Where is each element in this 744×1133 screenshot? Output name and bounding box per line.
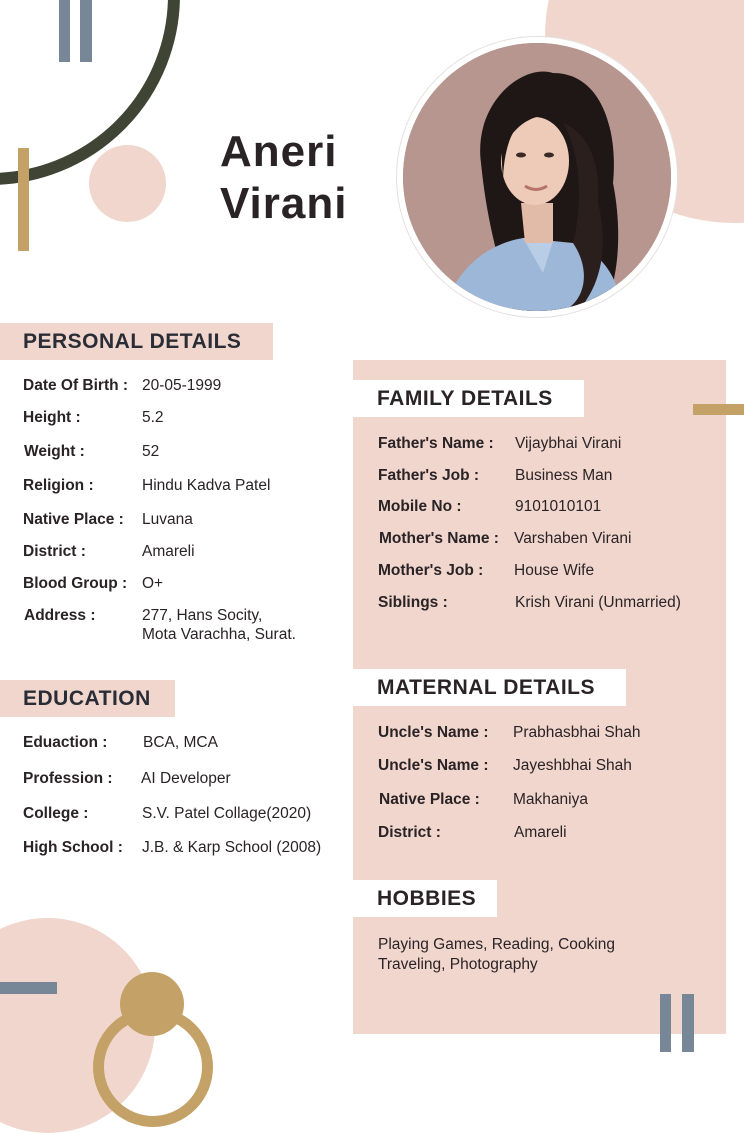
field-value: J.B. & Karp School (2008) <box>142 839 322 856</box>
hobbies-line-2: Traveling, Photography <box>378 956 538 973</box>
field-label: Father's Name : <box>378 435 494 452</box>
section-header-education: EDUCATION <box>0 680 175 717</box>
last-name: Virani <box>220 179 348 228</box>
decorative-circle-pink <box>89 145 166 222</box>
field-value: Amareli <box>142 543 195 560</box>
first-name: Aneri <box>220 127 338 176</box>
portrait-illustration-icon <box>403 43 671 311</box>
field-label: Native Place : <box>379 791 480 808</box>
decorative-bar-slate <box>682 994 694 1052</box>
decorative-bar-slate <box>80 0 92 62</box>
field-value: Vijaybhai Virani <box>515 435 622 452</box>
field-value: O+ <box>142 575 164 592</box>
field-value-line2: Mota Varachha, Surat. <box>142 626 296 643</box>
field-label: Date Of Birth : <box>23 377 129 394</box>
field-value: AI Developer <box>141 770 231 787</box>
field-label: College : <box>23 805 89 822</box>
field-label: District : <box>23 543 86 560</box>
field-label: Uncle's Name : <box>378 724 489 741</box>
field-label: Religion : <box>23 477 94 494</box>
field-value: Hindu Kadva Patel <box>142 477 271 494</box>
section-header-maternal-details: MATERNAL DETAILS <box>353 669 626 706</box>
field-label: Address : <box>24 607 96 624</box>
decorative-dot-gold <box>120 972 184 1036</box>
field-label: Eduaction : <box>23 734 108 751</box>
section-header-family-details: FAMILY DETAILS <box>353 380 584 417</box>
field-value: Krish Virani (Unmarried) <box>515 594 681 611</box>
decorative-bar-slate <box>0 982 57 994</box>
field-value: 9101010101 <box>515 498 602 515</box>
field-label: Mother's Job : <box>378 562 484 579</box>
field-value: Amareli <box>514 824 567 841</box>
field-label: Uncle's Name : <box>378 757 489 774</box>
field-value: 52 <box>142 443 160 460</box>
field-value: 20-05-1999 <box>142 377 222 394</box>
decorative-bar-gold <box>693 404 744 415</box>
field-value: S.V. Patel Collage(2020) <box>142 805 312 822</box>
field-value: Luvana <box>142 511 193 528</box>
candidate-name <box>220 126 347 230</box>
field-value: BCA, MCA <box>143 734 218 751</box>
field-value: Varshaben Virani <box>514 530 632 547</box>
field-label: Father's Job : <box>378 467 480 484</box>
field-value: Makhaniya <box>513 791 588 808</box>
field-label: Weight : <box>24 443 85 460</box>
field-value: Jayeshbhai Shah <box>513 757 632 774</box>
field-value: House Wife <box>514 562 595 579</box>
field-label: Height : <box>23 409 81 426</box>
field-label: Blood Group : <box>23 575 128 592</box>
decorative-bar-slate <box>59 0 70 62</box>
field-value: 277, Hans Socity, <box>142 607 263 624</box>
decorative-bar-slate <box>660 994 671 1052</box>
field-label: Siblings : <box>378 594 448 611</box>
field-label: Profession : <box>23 770 113 787</box>
field-value: 5.2 <box>142 409 164 426</box>
decorative-bar-gold <box>18 148 29 251</box>
section-header-hobbies: HOBBIES <box>353 880 497 917</box>
field-label: Native Place : <box>23 511 124 528</box>
field-label: District : <box>378 824 441 841</box>
field-label: High School : <box>23 839 123 856</box>
field-value: Business Man <box>515 467 613 484</box>
profile-photo <box>403 43 671 311</box>
field-label: Mother's Name : <box>379 530 499 547</box>
field-value: Prabhasbhai Shah <box>513 724 641 741</box>
field-label: Mobile No : <box>378 498 462 515</box>
section-header-personal-details: PERSONAL DETAILS <box>0 323 273 360</box>
hobbies-text <box>378 935 615 975</box>
hobbies-line-1: Playing Games, Reading, Cooking <box>378 936 615 953</box>
